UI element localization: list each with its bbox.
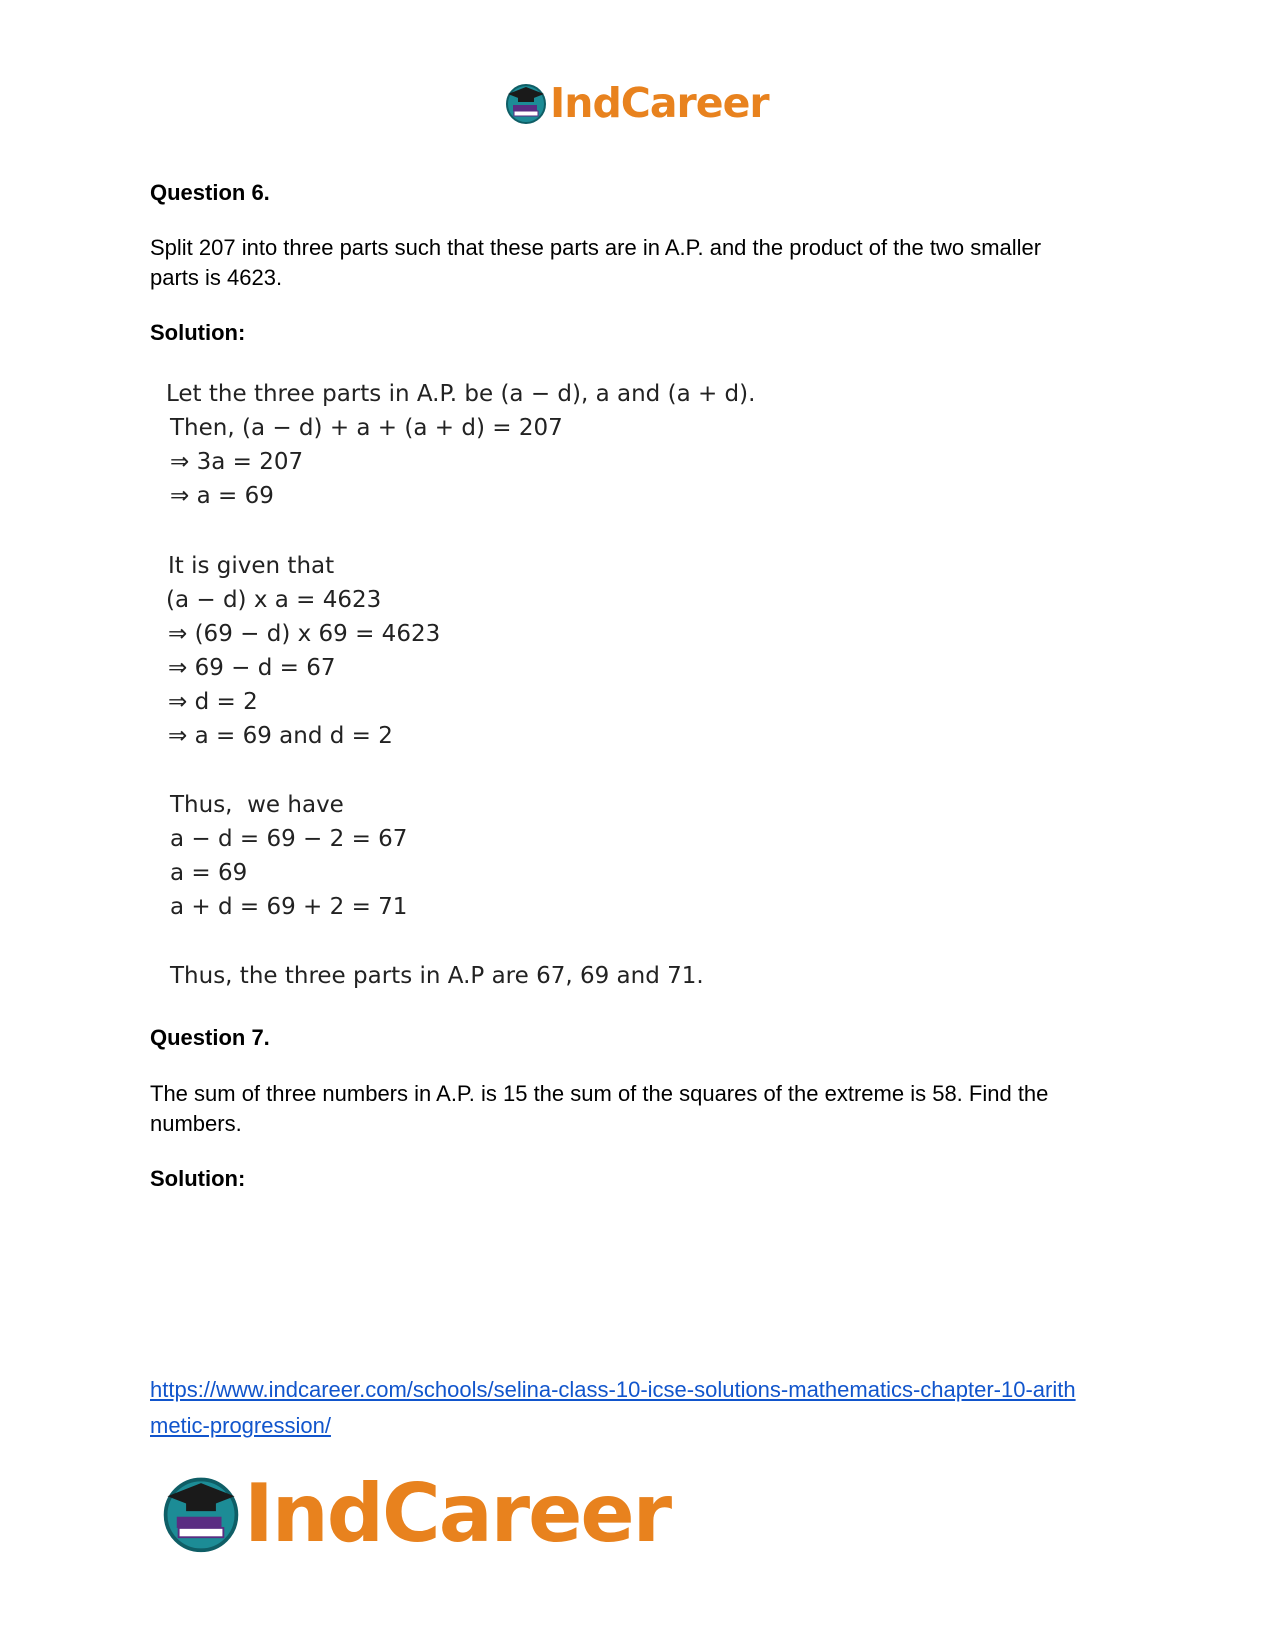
question-7-text-line: numbers. [150, 1111, 242, 1136]
question-7-text-line: The sum of three numbers in A.P. is 15 the sum of the squares of the extreme is 58. Find the [150, 1081, 1049, 1106]
solution-6-label: Solution: [150, 320, 246, 345]
solution-6-step: Let the three parts in A.P. be (a − d), a and (a + d). [166, 381, 756, 407]
logo-wordmark: IndCareer [550, 79, 769, 127]
question-7-heading: Question 7. [150, 1025, 270, 1050]
question-6-text-line: parts is 4623. [150, 265, 283, 290]
source-link-line[interactable]: metic-progression/ [150, 1413, 331, 1438]
solution-6-step: ⇒ 69 − d = 67 [168, 655, 336, 681]
logo-icon [160, 1472, 242, 1554]
solution-6-step: Thus, we have [170, 792, 344, 818]
question-6-text [150, 233, 1110, 293]
solution-7-label: Solution: [150, 1166, 246, 1191]
question-6-text-line: Split 207 into three parts such that these parts are in A.P. and the product of the two smaller [150, 235, 1042, 260]
solution-6-step: (a − d) x a = 4623 [166, 587, 382, 613]
solution-6-step: ⇒ (69 − d) x 69 = 4623 [168, 621, 441, 647]
footer-logo [160, 1468, 670, 1558]
solution-6-step: ⇒ 3a = 207 [170, 449, 304, 475]
solution-6-step: It is given that [168, 553, 335, 579]
solution-6-step: a = 69 [170, 860, 248, 886]
solution-6-step: ⇒ a = 69 [170, 483, 274, 509]
source-link[interactable] [150, 1372, 1076, 1444]
solution-6-step: a − d = 69 − 2 = 67 [170, 826, 408, 852]
solution-6-step: ⇒ d = 2 [168, 689, 258, 715]
solution-6-step: Then, (a − d) + a + (a + d) = 207 [170, 415, 563, 441]
solution-6-step: a + d = 69 + 2 = 71 [170, 894, 408, 920]
logo-icon [504, 81, 548, 125]
question-7-text [150, 1079, 1110, 1139]
header-logo [504, 78, 769, 128]
solution-6-conclusion: Thus, the three parts in A.P are 67, 69 and 71. [170, 963, 704, 989]
solution-6-step: ⇒ a = 69 and d = 2 [168, 723, 393, 749]
source-link-line[interactable]: https://www.indcareer.com/schools/selina-class-10-icse-solutions-mathematics-chapter-10-arith [150, 1377, 1076, 1402]
logo-wordmark: IndCareer [244, 1466, 671, 1560]
question-6-heading: Question 6. [150, 180, 270, 205]
